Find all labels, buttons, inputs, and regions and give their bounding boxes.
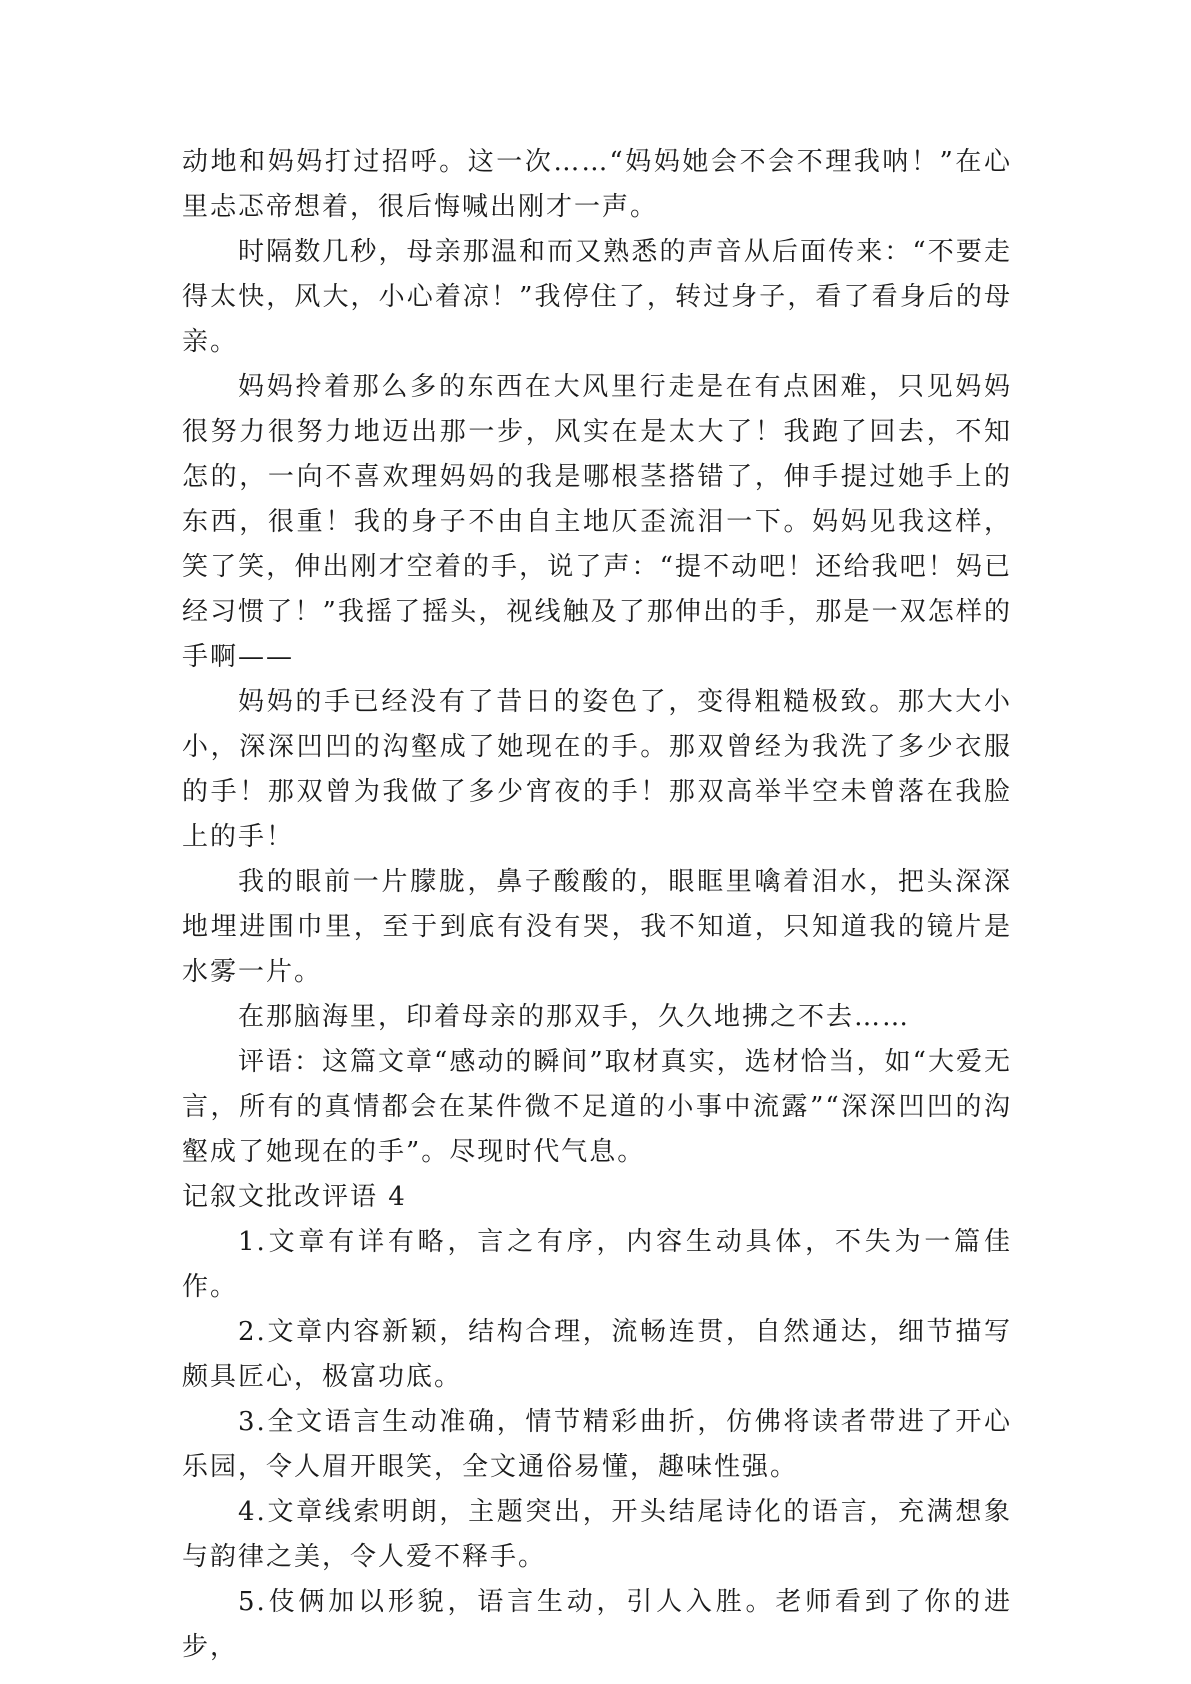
document-body — [182, 140, 1012, 1670]
paragraph: 妈妈拎着那么多的东西在大风里行走是在有点困难，只见妈妈很努力很努力地迈出那一步，风实在是太大了！我跑了回去，不知怎的，一向不喜欢理妈妈的我是哪根茎搭错了，伸手提过她手上的东西，很重！我的身子不由自主地仄歪流泪一下。妈妈见我这样，笑了笑，伸出刚才空着的手，说了声：“提不动吧！还给我吧！妈已经习惯了！”我摇了摇头，视线触及了那伸出的手，那是一双怎样的手啊—— — [182, 372, 1012, 672]
list-item: 5.伎俩加以形貌，语言生动，引人入胜。老师看到了你的进步， — [182, 1587, 1012, 1662]
comment-paragraph: 评语：这篇文章“感动的瞬间”取材真实，选材恰当，如“大爱无言，所有的真情都会在某件微不足道的小事中流露”“深深凹凹的沟壑成了她现在的手”。尽现时代气息。 — [182, 1047, 1012, 1167]
paragraph: 妈妈的手已经没有了昔日的姿色了，变得粗糙极致。那大大小小，深深凹凹的沟壑成了她现在的手。那双曾经为我洗了多少衣服的手！那双曾为我做了多少宵夜的手！那双高举半空未曾落在我脸上的手！ — [182, 687, 1012, 852]
paragraph: 动地和妈妈打过招呼。这一次……“妈妈她会不会不理我呐！”在心里忐忑帝想着，很后悔喊出刚才一声。 — [182, 147, 1012, 222]
list-item: 2.文章内容新颖，结构合理，流畅连贯，自然通达，细节描写颇具匠心，极富功底。 — [182, 1317, 1012, 1392]
paragraph: 在那脑海里，印着母亲的那双手，久久地拂之不去…… — [238, 1002, 911, 1032]
paragraph: 时隔数几秒，母亲那温和而又熟悉的声音从后面传来：“不要走得太快，风大，小心着凉！”我停住了，转过身子，看了看身后的母亲。 — [182, 237, 1012, 357]
list-item: 4.文章线索明朗，主题突出，开头结尾诗化的语言，充满想象与韵律之美，令人爱不释手。 — [182, 1497, 1012, 1572]
section-heading: 记叙文批改评语 4 — [182, 1182, 407, 1212]
list-item: 1.文章有详有略，言之有序，内容生动具体，不失为一篇佳作。 — [182, 1227, 1012, 1302]
paragraph: 我的眼前一片朦胧，鼻子酸酸的，眼眶里噙着泪水，把头深深地埋进围巾里，至于到底有没有哭，我不知道，只知道我的镜片是水雾一片。 — [182, 867, 1012, 987]
list-item: 3.全文语言生动准确，情节精彩曲折，仿佛将读者带进了开心乐园，令人眉开眼笑，全文通俗易懂，趣味性强。 — [182, 1407, 1012, 1482]
